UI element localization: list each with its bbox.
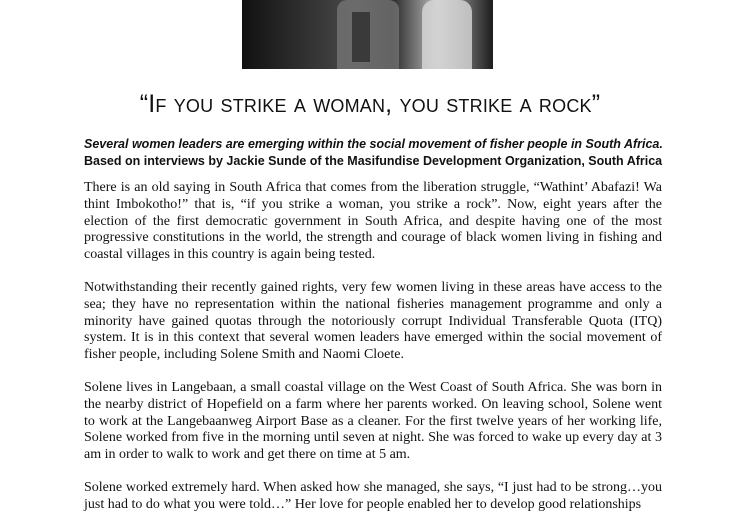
article-body [84,180,662,530]
article-lead [84,136,664,170]
paragraph: Solene lives in Langebaan, a small coastal village on the West Coast of South Africa. She was born in the nearby district of Hopefield on a farm where her parents worked. On leaving school, Solene went to work at the Langebaanweg Airport Base as a cleaner. For the first twelve years of her working life, Solene worked from five in the morning until seven at night. She was forced to wake up every day at 3 am in order to walk to work and get there on time at 5 am. [84,379,662,463]
lead-italic: Several women leaders are emerging within the social movement of fisher people in South Africa. [84,137,663,151]
paragraph: There is an old saying in South Africa that comes from the liberation struggle, “Wathint’ Abafazi! Wa thint Imbokotho!” that is, “if you strike a woman, you strike a rock”. Now, eight years after the election of the first democratic government in South Africa, and despite having one of the most progressive constitutions in the world, the strength and courage of black women living in fishing and coastal villages in this country is again being tested. [84,180,662,263]
article-title: “If you strike a woman, you strike a rock” [139,90,601,118]
lead-plain: Based on interviews by Jackie Sunde of the Masifundise Development Organization, South Africa [84,154,663,168]
photo-figure [352,12,370,62]
paragraph: Solene worked extremely hard. When asked how she managed, she says, “I just had to be strong…you just had to do what you were told…” Her love for people enabled her to develop good relationships [84,479,662,512]
photo-figure [422,0,472,69]
paragraph: Notwithstanding their recently gained rights, very few women living in these areas have access to the sea; they have no representation within the national fisheries management programme and only a minority have gained quotas through the notoriously corrupt Individual Transferable Quota (ITQ) system. It is in this context that several women leaders have emerged within the social movement of fisher people, including Solene Smith and Naomi Cloete. [84,279,662,363]
header-photo [242,0,493,69]
